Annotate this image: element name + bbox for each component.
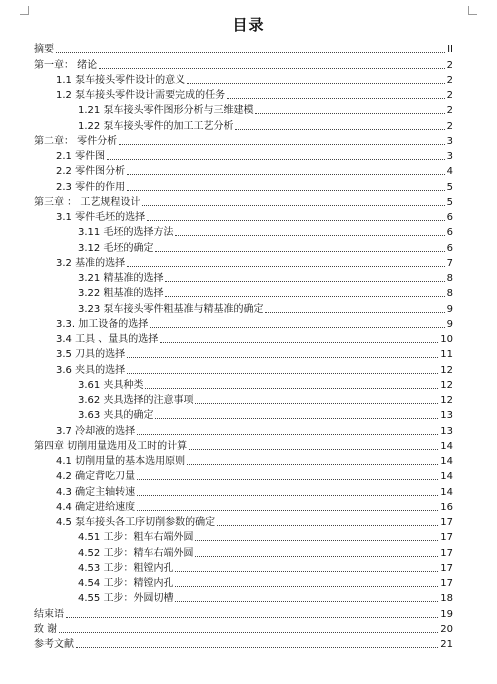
toc-entry-page: 10: [440, 334, 453, 345]
toc-entry-page: 8: [446, 288, 453, 300]
toc-entry-page: 17: [440, 578, 453, 589]
toc-entry-text: 4.2 确定背吃刀量: [56, 471, 136, 483]
toc-entry-text: 结束语: [34, 608, 64, 620]
toc-entry-text: 3.61 夹具种类: [78, 379, 144, 391]
toc-entry-text: 3.62 夹具选择的注意事项: [78, 395, 194, 406]
toc-entry[interactable]: [34, 543, 453, 558]
dot-leader: [137, 510, 438, 511]
toc-entry-page: 9: [446, 318, 453, 330]
dot-leader: [127, 357, 438, 358]
toc-entry-page: 8: [446, 273, 453, 284]
toc-entry-page: 14: [440, 456, 453, 467]
dot-leader: [165, 296, 444, 297]
dot-leader: [235, 129, 444, 130]
toc-entry[interactable]: [34, 162, 453, 177]
toc-entry-page: 18: [440, 593, 453, 605]
toc-entry[interactable]: [34, 71, 453, 86]
dot-leader: [255, 113, 444, 114]
toc-entry[interactable]: [34, 40, 453, 55]
toc-entry-text: 4.51 工步：粗车右端外圆: [78, 532, 194, 544]
dot-leader: [119, 144, 444, 145]
dot-leader: [175, 571, 438, 572]
dot-leader: [147, 220, 445, 221]
toc-entry-page: 16: [440, 501, 453, 513]
toc-entry-page: 19: [440, 608, 453, 620]
toc-entry[interactable]: [34, 284, 453, 299]
toc-entry[interactable]: [34, 132, 453, 147]
dot-leader: [127, 174, 445, 175]
toc-entry-text: 致 谢: [34, 623, 58, 635]
toc-entry-page: 4: [446, 166, 453, 178]
toc-entry-page: 3: [446, 135, 453, 147]
toc-entry-text: 4.55 工步：外圆切槽: [78, 593, 174, 605]
toc-entry-page: 6: [446, 212, 453, 223]
toc-entry[interactable]: [34, 116, 453, 131]
toc-entry-page: 14: [440, 440, 453, 452]
toc-entry-text: 3.11 毛坯的选择方法: [78, 227, 174, 239]
toc-entry[interactable]: [34, 452, 453, 467]
dot-leader: [187, 464, 438, 465]
dot-leader: [175, 586, 438, 587]
toc-entry[interactable]: [34, 345, 453, 360]
dot-leader: [127, 190, 445, 191]
toc-entry-text: 第一章： 绪论: [34, 59, 98, 71]
toc-entry[interactable]: [34, 360, 453, 375]
toc-entry-text: 3.22 粗基准的选择: [78, 288, 164, 300]
dot-leader: [165, 281, 444, 282]
toc-entry-text: 3.21 精基准的选择: [78, 273, 164, 284]
toc-entry-page: 2: [446, 74, 453, 86]
dot-leader: [155, 418, 438, 419]
toc-entry-text: 4.4 确定进给速度: [56, 501, 136, 513]
dot-leader: [137, 479, 438, 480]
dot-leader: [175, 235, 444, 236]
toc-entry-page: 14: [440, 486, 453, 498]
dot-leader: [145, 388, 438, 389]
toc-entry-text: 4.3 确定主轴转速: [56, 486, 136, 498]
toc-entry-page: 12: [440, 379, 453, 391]
toc-entry-page: 17: [440, 547, 453, 559]
dot-leader: [265, 312, 444, 313]
toc-entry-text: 4.1 切削用量的基本选用原则: [56, 456, 186, 467]
toc-entry[interactable]: [34, 421, 453, 436]
dot-leader: [187, 83, 445, 84]
toc-entry[interactable]: [34, 482, 453, 497]
toc-entry-text: 3.6 夹具的选择: [56, 364, 126, 376]
page-title: 目录: [232, 16, 265, 34]
toc-entry-text: 1.21 泵车接头零件图形分析与三维建模: [78, 105, 254, 117]
toc-entry-text: 2.3 零件的作用: [56, 181, 126, 193]
toc-entry-page: 20: [440, 623, 453, 635]
toc-entry-text: 摘要: [34, 44, 54, 56]
toc-entry-page: 2: [446, 59, 453, 71]
toc-entry[interactable]: [34, 193, 453, 208]
toc-entry-text: 3.63 夹具的确定: [78, 410, 154, 422]
dot-leader: [195, 556, 438, 557]
dot-leader: [56, 52, 445, 53]
dot-leader: [137, 434, 438, 435]
toc-entry[interactable]: [34, 604, 453, 619]
toc-entry[interactable]: [34, 101, 453, 116]
toc-entry-text: 3.7 冷却液的选择: [56, 425, 136, 437]
toc-entry[interactable]: [34, 147, 453, 162]
toc-entry-page: 17: [440, 532, 453, 544]
dot-leader: [142, 205, 444, 206]
toc-entry-page: 7: [446, 257, 453, 269]
dot-leader: [189, 449, 438, 450]
toc-entry-page: 13: [440, 425, 453, 437]
toc-entry-page: 17: [440, 562, 453, 574]
toc-entry[interactable]: [34, 55, 453, 70]
toc-entry-page: 12: [440, 395, 453, 406]
toc-entry-page: 9: [446, 303, 453, 315]
dot-leader: [195, 403, 438, 404]
toc-entry-text: 3.2 基准的选择: [56, 257, 126, 269]
toc-entry-page: 13: [440, 410, 453, 422]
toc-entry-page: 11: [440, 349, 453, 361]
toc-entry[interactable]: [34, 223, 453, 238]
toc-entry[interactable]: [34, 315, 453, 330]
dot-leader: [227, 98, 445, 99]
toc-entry-text: 1.22 泵车接头零件的加工工艺分析: [78, 120, 234, 132]
toc-entry[interactable]: [34, 238, 453, 253]
dot-leader: [107, 159, 445, 160]
toc-entry[interactable]: [34, 467, 453, 482]
dot-leader: [127, 266, 445, 267]
toc-entry-page: 12: [440, 364, 453, 376]
toc-entry-text: 4.54 工步：精镗内孔: [78, 578, 174, 589]
toc-entry-page: 6: [446, 227, 453, 239]
dot-leader: [195, 540, 438, 541]
toc-entry[interactable]: [34, 299, 453, 314]
toc-entry[interactable]: [34, 208, 453, 223]
toc-entry-page: 3: [446, 151, 453, 162]
toc-entry-text: 3.5 刀具的选择: [56, 349, 126, 361]
toc-entry-text: 参考文献: [34, 639, 74, 650]
toc-entry-text: 4.52 工步：精车右端外圆: [78, 547, 194, 559]
dot-leader: [99, 68, 444, 69]
toc-entry-text: 4.53 工步：粗镗内孔: [78, 562, 174, 574]
toc-entry-text: 2.1 零件图: [56, 151, 106, 162]
toc-entry-text: 4.5 泵车接头各工序切削参数的确定: [56, 517, 216, 528]
toc-entry-text: 1.1 泵车接头零件设计的意义: [56, 74, 186, 86]
toc-entry[interactable]: [34, 498, 453, 513]
toc-entry-text: 第三章 ： 工艺规程设计: [34, 196, 141, 208]
toc-entry-text: 3.3. 加工设备的选择: [56, 318, 149, 330]
toc-entry-text: 3.4 工具 、量具的选择: [56, 334, 159, 345]
toc-entry-page: II: [447, 44, 453, 56]
toc-entry-text: 3.23 泵车接头零件粗基准与精基准的确定: [78, 303, 264, 315]
dot-leader: [160, 342, 438, 343]
toc-entry-page: 6: [446, 242, 453, 254]
dot-leader: [66, 617, 438, 618]
toc-entry-page: 2: [446, 90, 453, 101]
toc-entry[interactable]: [34, 437, 453, 452]
dot-leader: [59, 632, 438, 633]
toc-entry[interactable]: [34, 528, 453, 543]
toc-entry[interactable]: [34, 330, 453, 345]
dot-leader: [217, 525, 438, 526]
toc-entry[interactable]: [34, 376, 453, 391]
toc-entry[interactable]: [34, 635, 453, 650]
toc-entry[interactable]: [34, 254, 453, 269]
dot-leader: [150, 327, 444, 328]
toc-entry[interactable]: [34, 406, 453, 421]
toc-entry[interactable]: [34, 391, 453, 406]
toc-entry-page: 2: [446, 105, 453, 117]
toc-entry[interactable]: [34, 574, 453, 589]
toc-entry[interactable]: [34, 86, 453, 101]
toc-entry[interactable]: [34, 269, 453, 284]
toc-entry-page: 21: [440, 639, 453, 650]
toc-entry-page: 17: [440, 517, 453, 528]
toc-entry-text: 第四章 切削用量选用及工时的计算: [34, 440, 188, 452]
toc-entry-text: 第二章： 零件分析: [34, 135, 118, 147]
toc-entry-page: 2: [446, 120, 453, 132]
toc-entry[interactable]: [34, 559, 453, 574]
toc-entry-text: 2.2 零件图分析: [56, 166, 126, 178]
dot-leader: [137, 495, 438, 496]
table-of-contents: [34, 40, 453, 650]
dot-leader: [76, 647, 438, 648]
toc-entry-text: 3.1 零件毛坯的选择: [56, 212, 146, 223]
toc-entry-page: 14: [440, 471, 453, 483]
toc-entry[interactable]: [34, 589, 453, 604]
dot-leader: [175, 601, 438, 602]
toc-entry[interactable]: [34, 177, 453, 192]
toc-entry-text: 3.12 毛坯的确定: [78, 242, 154, 254]
dot-leader: [155, 251, 444, 252]
toc-entry-page: 5: [446, 196, 453, 208]
toc-entry-text: 1.2 泵车接头零件设计需要完成的任务: [56, 90, 226, 101]
toc-entry-page: 5: [446, 181, 453, 193]
toc-entry[interactable]: [34, 620, 453, 635]
toc-entry[interactable]: [34, 513, 453, 528]
dot-leader: [127, 373, 438, 374]
